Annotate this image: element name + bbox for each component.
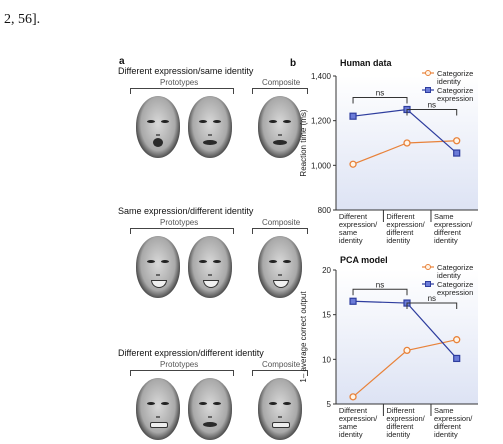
x-tick-label: Different (386, 406, 415, 415)
legend-marker (426, 265, 431, 270)
y-tick-label: 20 (322, 266, 331, 275)
y-tick-label: 1,200 (310, 116, 331, 126)
x-tick-label: Different (338, 406, 368, 415)
x-tick-label: expression/ (386, 220, 425, 229)
data-point-circle (350, 394, 356, 400)
prototypes-label: Prototypes (160, 78, 199, 87)
chart-title: PCA model (340, 255, 388, 265)
x-tick-label: different (386, 422, 414, 431)
prototypes-label: Prototypes (160, 218, 199, 227)
ns-label: ns (427, 100, 437, 110)
face-row-title: Different expression/different identity (118, 348, 264, 358)
y-tick-label: 1,000 (310, 161, 331, 171)
legend-marker (426, 71, 431, 76)
ns-label: ns (375, 88, 385, 98)
legend-marker (426, 282, 431, 287)
x-tick-label: identity (433, 236, 458, 245)
y-tick-label: 15 (322, 310, 331, 320)
data-point-circle (454, 337, 460, 343)
panel-a-letter: a (119, 56, 125, 67)
data-point-circle (454, 138, 460, 144)
y-tick-label: 800 (317, 206, 331, 215)
data-point-square (350, 113, 356, 119)
composite-label: Composite (262, 78, 301, 87)
y-tick-label: 10 (322, 355, 331, 365)
y-axis-label: Reaction time (ms) (299, 109, 308, 177)
x-tick-label: identity (433, 430, 458, 439)
x-tick-label: Same (433, 212, 454, 221)
x-tick-label: expression/ (386, 414, 425, 423)
legend-label-line2: expression (437, 288, 474, 297)
panel-b-letter: b (290, 58, 297, 69)
x-tick-label: Different (338, 212, 368, 221)
legend-label-line2: expression (437, 94, 474, 103)
composite-label: Composite (262, 218, 301, 227)
x-tick-label: same (338, 228, 358, 237)
x-tick-label: expression/ (433, 414, 473, 423)
y-tick-label: 1,400 (310, 72, 331, 81)
ns-label: ns (375, 280, 385, 290)
x-tick-label: different (386, 228, 414, 237)
data-point-square (350, 298, 356, 304)
y-tick-label: 5 (326, 400, 331, 409)
x-tick-label: Different (386, 212, 415, 221)
data-point-circle (350, 161, 356, 167)
x-tick-label: same (338, 422, 358, 431)
legend-label-line2: identity (437, 77, 461, 86)
x-tick-label: different (433, 422, 461, 431)
x-tick-label: identity (338, 236, 363, 245)
legend-label-line1: Categorize (437, 280, 474, 289)
x-tick-label: Same (433, 406, 454, 415)
legend-label-line1: Categorize (437, 263, 474, 272)
prototypes-label: Prototypes (160, 360, 199, 369)
x-tick-label: identity (386, 236, 411, 245)
legend-marker (426, 88, 431, 93)
chart-title: Human data (340, 58, 392, 68)
data-point-circle (404, 347, 410, 353)
citation-fragment: 2, 56]. (4, 12, 41, 27)
legend-label-line1: Categorize (437, 69, 474, 78)
data-point-square (454, 150, 460, 156)
x-tick-label: expression/ (433, 220, 473, 229)
x-tick-label: expression/ (338, 220, 378, 229)
legend-label-line1: Categorize (437, 86, 474, 95)
face-row-title: Different expression/same identity (118, 66, 254, 76)
x-tick-label: identity (386, 430, 411, 439)
ns-label: ns (427, 294, 437, 304)
legend-label-line2: identity (437, 271, 461, 280)
data-point-square (454, 355, 460, 361)
x-tick-label: different (433, 228, 461, 237)
x-tick-label: identity (338, 430, 363, 439)
composite-label: Composite (262, 360, 301, 369)
x-tick-label: expression/ (338, 414, 378, 423)
data-point-circle (404, 140, 410, 146)
face-row-title: Same expression/different identity (118, 206, 254, 216)
y-axis-label: 1– average correct output (299, 291, 308, 383)
